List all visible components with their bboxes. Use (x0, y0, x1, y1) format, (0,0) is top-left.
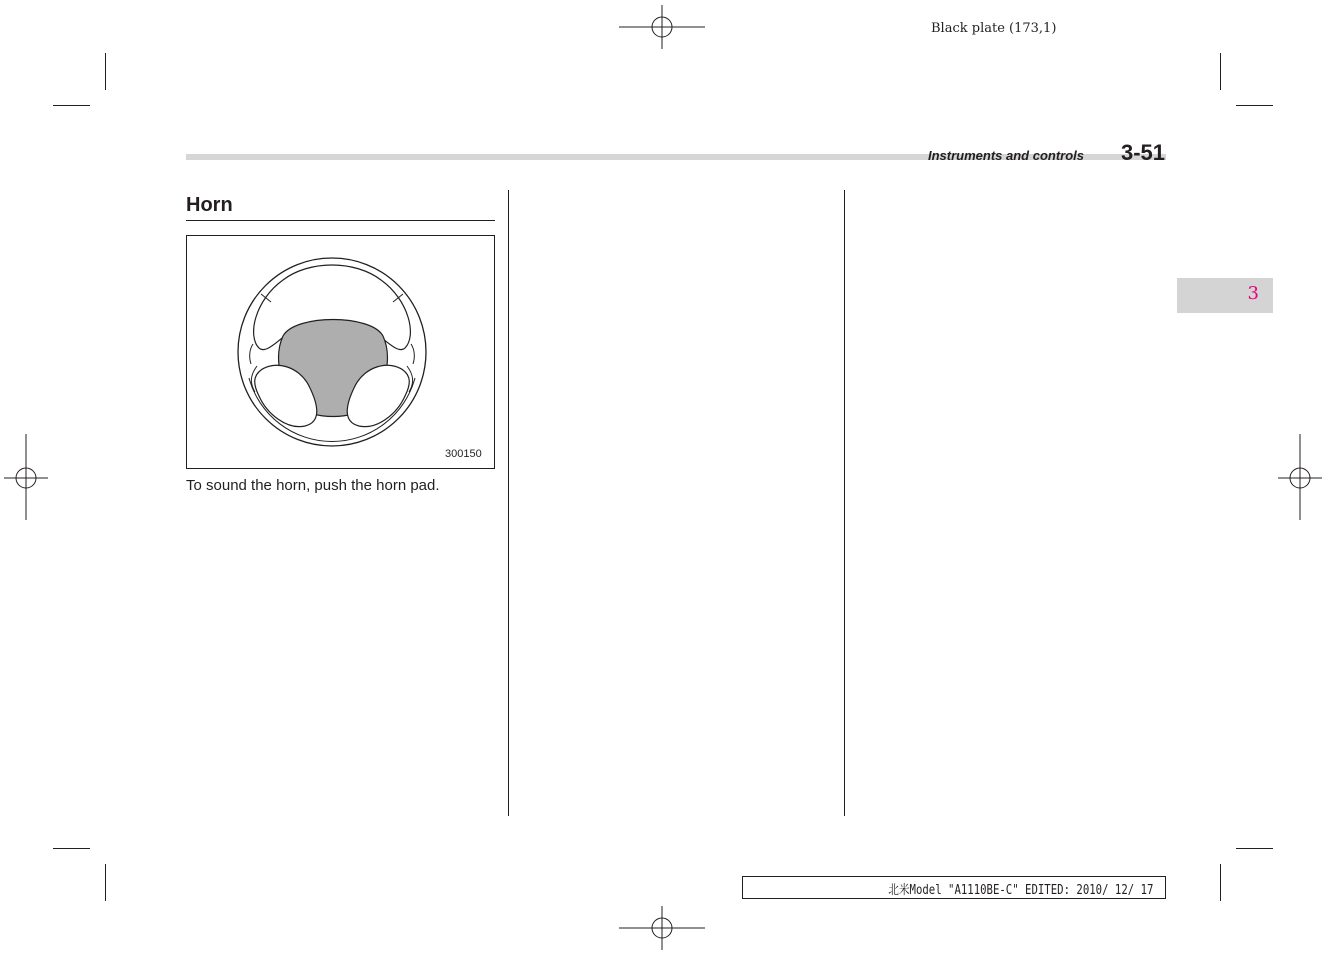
section-heading: Horn (186, 194, 233, 216)
crop-mark-top-left-v (105, 53, 106, 90)
registration-mark-top (619, 5, 707, 49)
registration-mark-right (1278, 434, 1322, 522)
steering-wheel-illustration (187, 236, 494, 468)
footer-box (742, 876, 1166, 899)
body-text: To sound the horn, push the horn pad. (186, 477, 440, 494)
header-section-title: Instruments and controls (928, 148, 1085, 163)
heading-underline (186, 220, 495, 221)
crop-mark-top-right-v (1220, 53, 1221, 90)
crop-mark-bottom-right-h (1236, 848, 1273, 849)
crop-mark-bottom-left-v (105, 864, 106, 901)
crop-mark-top-left-h (53, 105, 90, 106)
chapter-tab (1177, 278, 1273, 313)
crop-mark-bottom-right-v (1220, 864, 1221, 901)
registration-mark-bottom (619, 906, 707, 950)
column-divider-2 (844, 190, 845, 816)
registration-mark-left (4, 434, 48, 522)
column-divider-1 (508, 190, 509, 816)
footer-edit-info: 北米Model "A1110BE-C" EDITED: 2010/ 12/ 17 (887, 883, 1153, 898)
chapter-number: 3 (1247, 283, 1259, 304)
figure-box (186, 235, 495, 469)
crop-mark-bottom-left-h (53, 848, 90, 849)
plate-label: Black plate (173,1) (931, 21, 1057, 36)
page-number: 3-51 (1121, 140, 1166, 165)
crop-mark-top-right-h (1236, 105, 1273, 106)
figure-code: 300150 (445, 448, 482, 460)
